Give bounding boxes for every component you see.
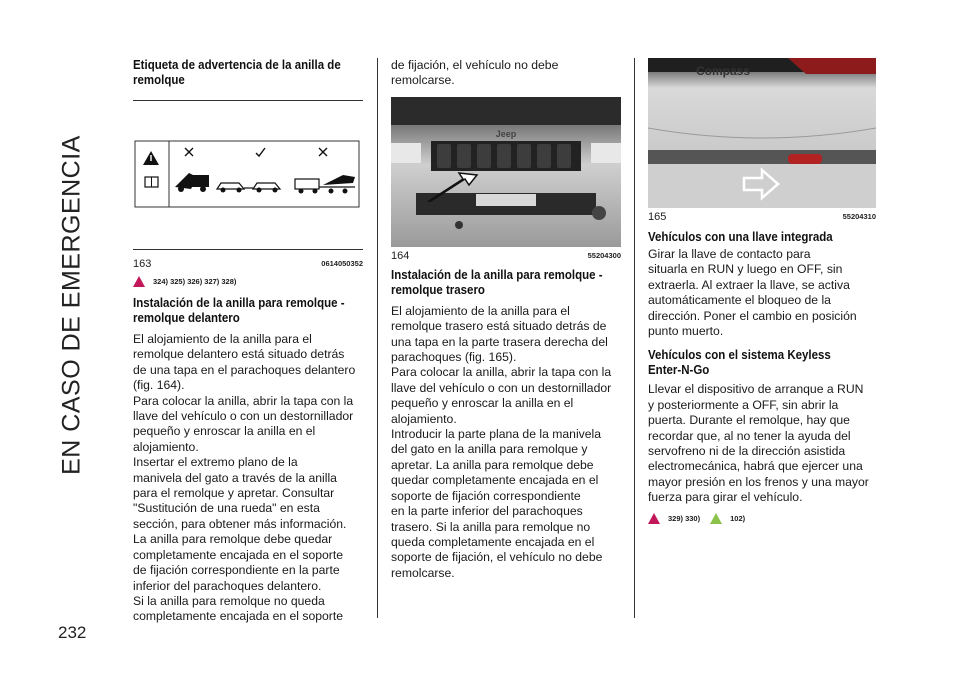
- grille-logo: Jeep: [495, 128, 517, 139]
- warning-reference-numbers: 329) 330): [668, 514, 701, 524]
- figure-code: 55204300: [587, 250, 621, 260]
- section-heading: Vehículos con una llave integrada: [648, 230, 833, 244]
- figure-number: 163: [133, 258, 152, 270]
- environment-reference-numbers: 102): [730, 514, 746, 524]
- body-text: de fijación, el vehículo no debe remolcarse.: [391, 58, 559, 88]
- column-3: [648, 58, 876, 526]
- environment-triangle-icon: [710, 513, 722, 524]
- body-text: El alojamiento de la anilla para el remolque trasero está situado detrás de una tapa en la parte trasera derecha del parachoques (fig. 165). Para colocar la anilla, abrir la tapa con la llave del vehículo o con un destornillador pequeño y enroscar la anilla en el alojamiento. Introducir la parte plana de la manivela del gato en la anilla para remolque y apretar. La anilla para remolque debe quedar completamente encajada en el soporte de fijación correspondiente en la parte inferior del parachoques trasero. Si la anilla para remolque no queda completamente encajada en el soporte de fijación, el vehículo no debe remolcarse.: [391, 303, 612, 580]
- figure-165-caption: [648, 211, 876, 225]
- column-2: [391, 58, 621, 581]
- figure-164-front-bumper-photo: [391, 97, 621, 247]
- towing-warning-label-illustration: [133, 101, 363, 249]
- chapter-side-title-text: EN CASO DE EMERGENCIA: [57, 135, 86, 475]
- column-divider: [634, 58, 635, 618]
- column-1: [133, 58, 363, 625]
- figure-code: 0614050352: [321, 259, 363, 268]
- warning-reference-numbers: 324) 325) 326) 327) 328): [153, 276, 237, 286]
- front-bumper-illustration: [391, 97, 621, 247]
- page-number: 232: [58, 623, 87, 642]
- figure-164-caption: [391, 250, 621, 264]
- section-heading: Vehículos con el sistema Keyless Enter-N-Go: [648, 348, 831, 378]
- section-heading: Instalación de la anilla para remolque - remolque delantero: [133, 296, 345, 325]
- section-heading: Instalación de la anilla para remolque - remolque trasero: [391, 267, 603, 297]
- section-heading: Etiqueta de advertencia de la anilla de remolque: [133, 58, 341, 87]
- warning-triangle-icon: [648, 513, 660, 524]
- warning-references: [133, 274, 363, 288]
- model-badge: Compass: [696, 64, 751, 78]
- warning-references: [648, 512, 876, 526]
- warning-triangle-icon: [133, 276, 145, 287]
- body-text: Llevar el dispositivo de arranque a RUN y posteriormente a OFF, sin abrir la puerta. Durante el remolque, hay que recordar que, al no tener la ayuda del servofreno ni de la dirección asistida electromecánica, habrá que ejercer una mayor presión en los frenos y una mayor fuerza para girar el vehículo.: [648, 382, 869, 505]
- body-text: Girar la llave de contacto para situarla en RUN y luego en OFF, sin extraerla. Al extraer la llave, se activa automáticamente el bloqueo de la dirección. Poner el cambio en posición punto muerto.: [648, 247, 857, 339]
- figure-165-rear-bumper-photo: [648, 58, 876, 208]
- figure-number: 164: [391, 249, 410, 262]
- body-text: El alojamiento de la anilla para el remolque delantero está situado detrás de una tapa en el parachoques delantero (fig. 164). Para colocar la anilla, abrir la tapa con la llave del vehículo o con un destornillador pequeño y enroscar la anilla en el alojamiento. Insertar el extremo plano de la manivela del gato a través de la anilla para el remolque y apretar. Consultar "Sustitución de una rueda" en esta sección, para obtener más información. La anilla para remolque debe quedar completamente encajada en el soporte de fijación correspondiente en la parte inferior del parachoques delantero. Si la anilla para remolque no queda completamente encajada en el soporte: [133, 332, 356, 624]
- rear-bumper-illustration: [648, 58, 876, 208]
- figure-code: 55204310: [842, 212, 876, 221]
- column-divider: [377, 58, 378, 618]
- figure-number: 165: [648, 211, 667, 223]
- figure-bottom-rule: [133, 249, 363, 250]
- figure-163-caption: [133, 258, 363, 272]
- figure-163-warning-label: [133, 101, 363, 249]
